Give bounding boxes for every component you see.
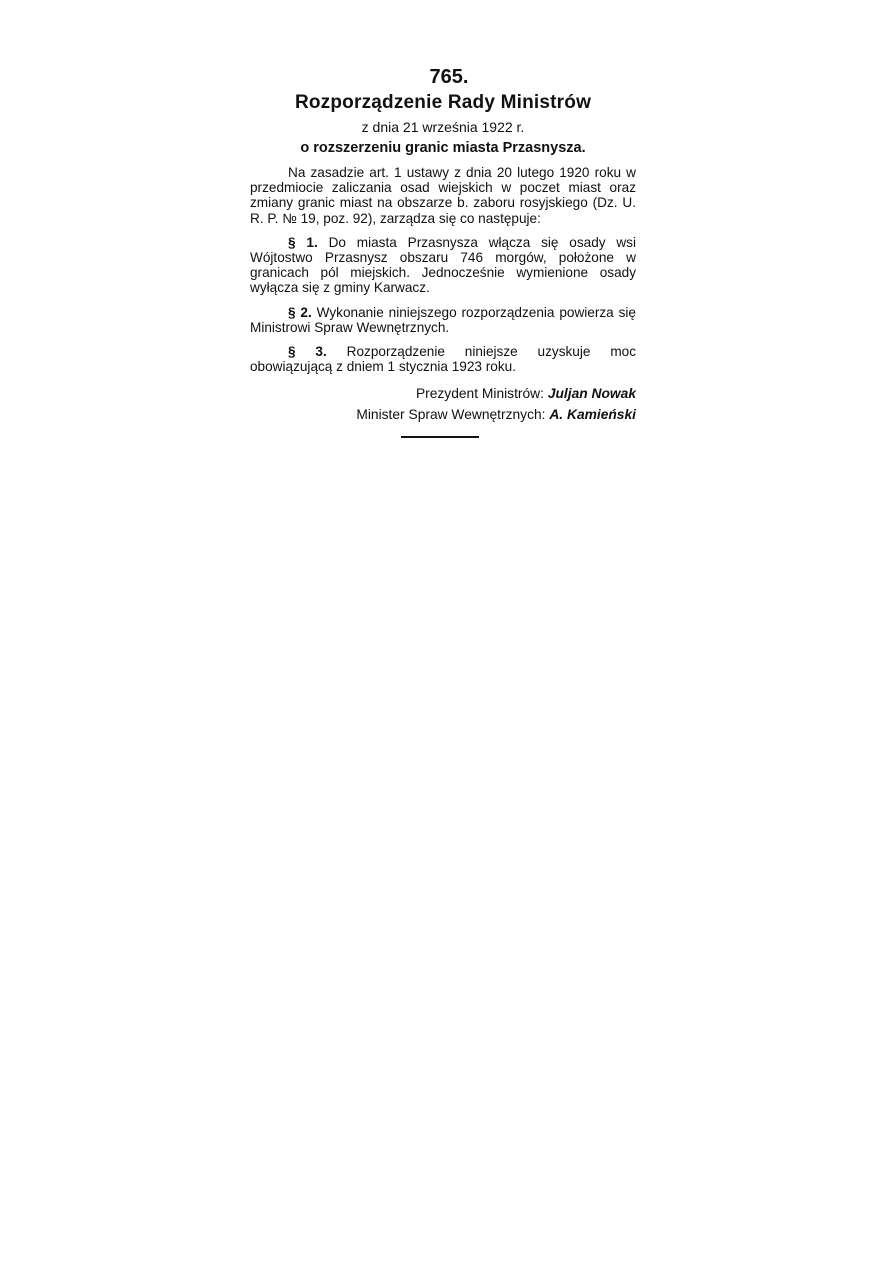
section-2-text: Wykonanie niniejszego rozporządzenia powierza się Ministrowi Spraw Wewnętrznych.	[250, 304, 636, 335]
section-2-mark: § 2.	[288, 304, 312, 320]
act-subject: o rozszerzeniu granic miasta Przasnysza.	[300, 140, 586, 156]
act-title: Rozporządzenie Rady Ministrów	[294, 92, 592, 113]
section-3-mark: § 3.	[288, 344, 327, 360]
signature-interior-minister	[250, 407, 636, 422]
document-page	[250, 66, 636, 438]
intro-paragraph: Na zasadzie art. 1 ustawy z dnia 20 lutego 1920 roku w przedmiocie zaliczania osad wiejskich w poczet miast oraz zmiany granic miast na obszarze b. zaboru rosyjskiego (Dz. U. R. P. № 19, poz. 92), zarządza się co następuje:	[250, 165, 636, 226]
act-number: 765.	[429, 66, 469, 88]
signature-2-role: Minister Spraw Wewnętrznych:	[356, 407, 546, 423]
act-date: z dnia 21 września 1922 r.	[361, 119, 525, 135]
signature-1-name: Juljan Nowak	[547, 386, 636, 402]
section-3	[250, 344, 636, 374]
section-1-mark: § 1.	[288, 234, 318, 250]
signature-2-name: A. Kamieński	[549, 407, 636, 423]
section-3-text: Rozporządzenie niniejsze uzyskuje moc obowiązującą z dniem 1 stycznia 1923 roku.	[250, 344, 637, 375]
section-1	[250, 235, 636, 296]
section-2	[250, 305, 636, 335]
signature-prime-minister	[250, 386, 636, 401]
signature-1-role: Prezydent Ministrów:	[415, 386, 544, 402]
section-1-text: Do miasta Przasnysza włącza się osady wsi Wójtostwo Przasnysz obszaru 746 morgów, położone w granicach pól miejskich. Jednocześnie wymienione osady wyłącza się z gminy Karwacz.	[250, 234, 637, 296]
closing-divider	[401, 436, 479, 438]
